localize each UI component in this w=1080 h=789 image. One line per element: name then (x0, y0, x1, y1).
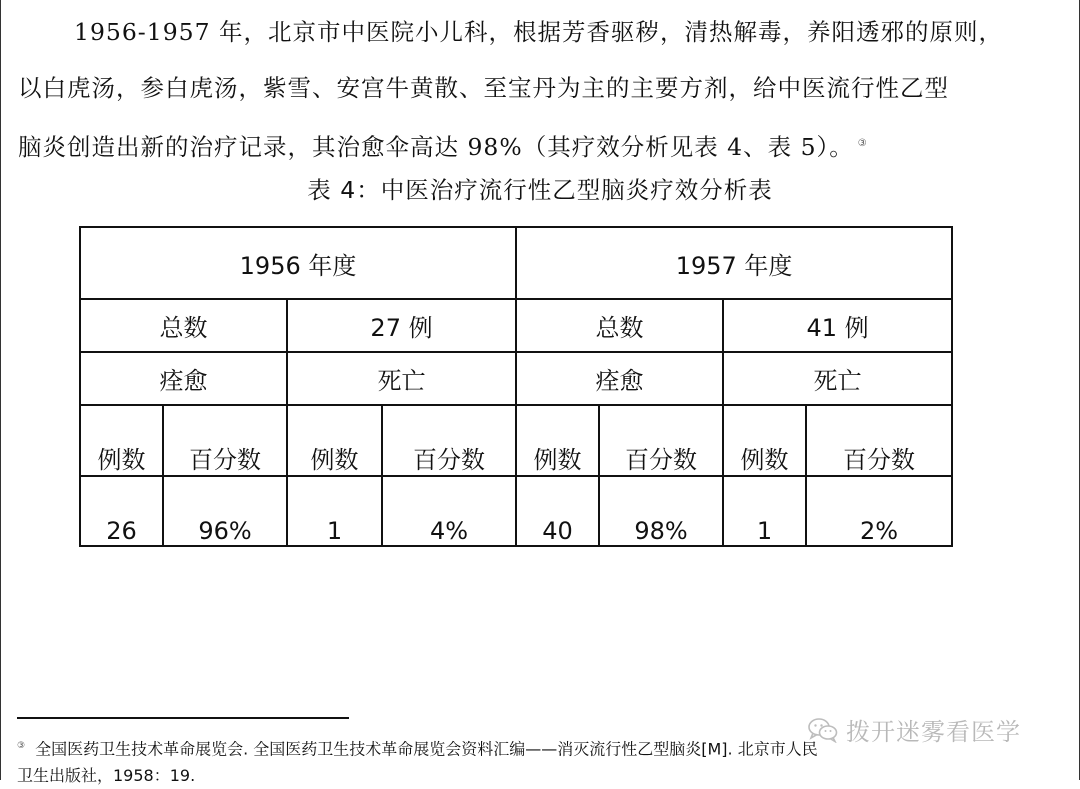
value-cell: 96% (163, 476, 287, 546)
cured-label-1957: 痊愈 (516, 352, 723, 405)
cured-label-1956: 痊愈 (80, 352, 287, 405)
table-row-outcome (80, 352, 952, 405)
value-cell: 2% (806, 476, 952, 546)
subheader-cell: 例数 (287, 405, 382, 476)
efficacy-table (79, 226, 953, 547)
subheader-cell: 百分数 (599, 405, 723, 476)
paragraph-line-3 (18, 116, 1070, 172)
subheader-cell: 百分数 (382, 405, 516, 476)
paragraph-line-1: 1956-1957 年，北京市中医院小儿科，根据芳香驱秽，清热解毒，养阳透邪的原则， (74, 18, 1004, 46)
value-cell: 4% (382, 476, 516, 546)
value-cell: 1 (287, 476, 382, 546)
year-1957-header: 1957 年度 (516, 227, 952, 299)
value-cell: 98% (599, 476, 723, 546)
body-paragraph (18, 4, 1070, 172)
table-row-total (80, 299, 952, 352)
watermark-text: 拨开迷雾看医学 (846, 718, 1021, 746)
total-value-1957: 41 例 (723, 299, 952, 352)
table-row-values (80, 476, 952, 546)
table-title: 表 4：中医治疗流行性乙型脑炎疗效分析表 (307, 176, 773, 204)
footnote-divider (17, 717, 349, 719)
year-1956-header: 1956 年度 (80, 227, 516, 299)
wechat-icon (808, 717, 838, 743)
subheader-cell: 例数 (723, 405, 806, 476)
subheader-cell: 例数 (80, 405, 163, 476)
subheader-cell: 例数 (516, 405, 599, 476)
paragraph-line-2: 以白虎汤，参白虎汤，紫雪、安宫牛黄散、至宝丹为主的主要方剂，给中医流行性乙型 (18, 74, 949, 102)
total-value-1956: 27 例 (287, 299, 516, 352)
value-cell: 40 (516, 476, 599, 546)
footnote-text-1: 全国医药卫生技术革命展览会. 全国医药卫生技术革命展览会资料汇编——消灭流行性乙型脑炎[M]. 北京市人民 (35, 739, 818, 759)
watermark (808, 712, 1021, 747)
paragraph-line-3-text: 脑炎创造出新的治疗记录，其治愈伞高达 98%（其疗效分析见表 4、表 5）。 (18, 132, 854, 161)
subheader-cell: 百分数 (806, 405, 952, 476)
subheader-cell: 百分数 (163, 405, 287, 476)
death-label-1957: 死亡 (723, 352, 952, 405)
value-cell: 26 (80, 476, 163, 546)
death-label-1956: 死亡 (287, 352, 516, 405)
table-row-subheaders (80, 405, 952, 476)
total-label-1956: 总数 (80, 299, 287, 352)
value-cell: 1 (723, 476, 806, 546)
footnote-text-2: 卫生出版社，1958：19. (17, 766, 196, 786)
total-label-1957: 总数 (516, 299, 723, 352)
footnote-reference[interactable]: ③ (857, 138, 868, 149)
table-row-year (80, 227, 952, 299)
footnote-marker: ③ (17, 741, 26, 751)
